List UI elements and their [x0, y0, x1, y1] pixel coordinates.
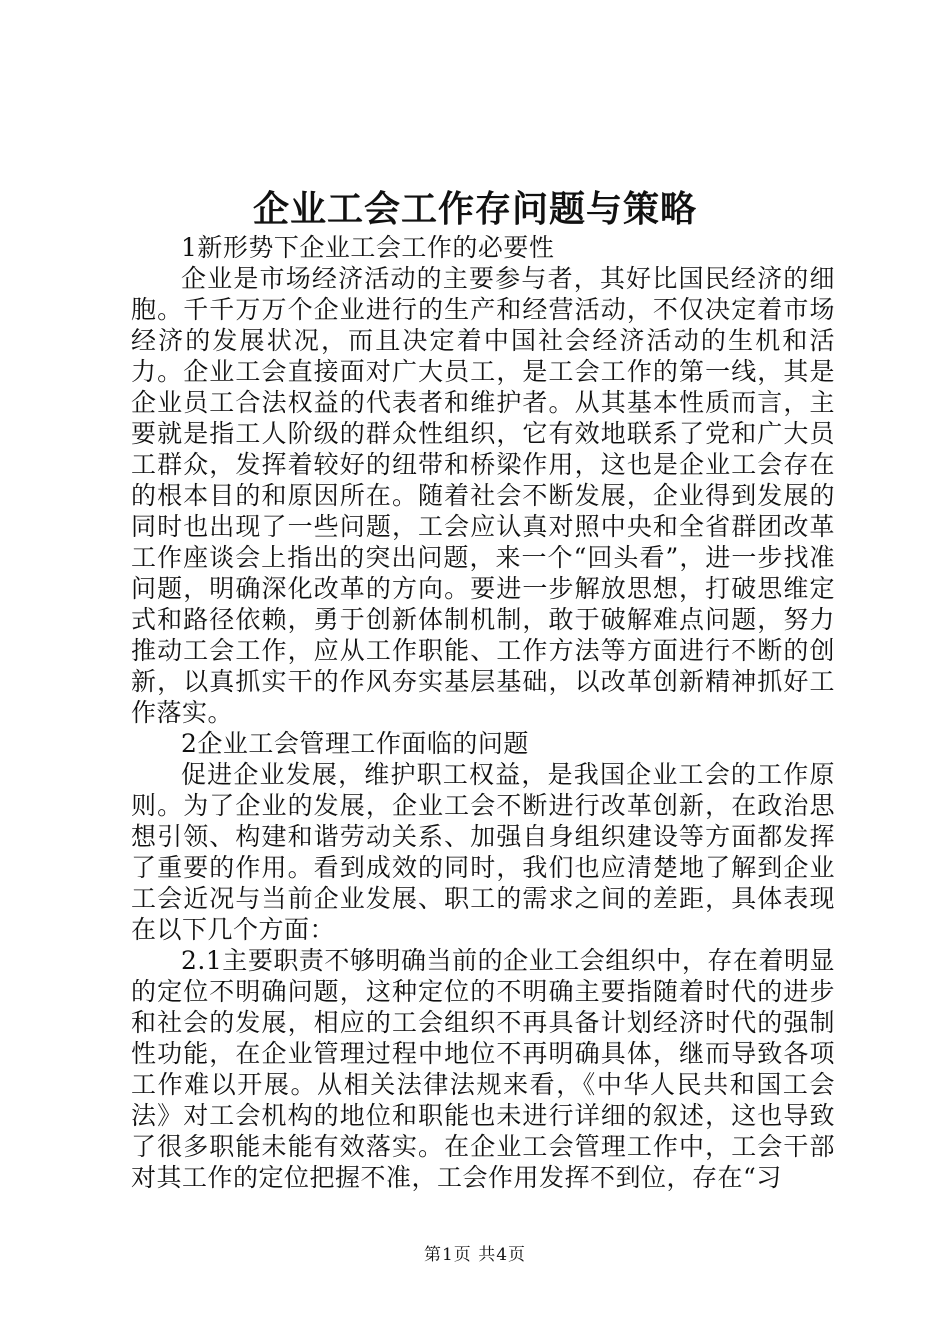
section-heading: 2企业工会管理工作面临的问题: [181, 729, 529, 758]
paragraph: 2.1主要职责不够明确当前的企业工会组织中，存在着明显的定位不明确问题，这种定位的不明确主要指随着时代的进步和社会的发展，相应的工会组织不再具备计划经济时代的强制性功能，在企业管理过程中地位不再明确具体，继而导致各项工作难以开展。从相关法律法规来看，《中华人民共和国工会法》对工会机构的地位和职能也未进行详细的叙述，这也导致了很多职能未能有效落实。在企业工会管理工作中，工会干部对其工作的定位把握不准，工会作用发挥不到位，存在“习: [131, 946, 835, 1192]
page-number-footer: 第1页 共4页: [423, 1245, 527, 1265]
section-heading: 1新形势下企业工会工作的必要性: [181, 233, 555, 262]
document-title: 企业工会工作存问题与策略: [252, 188, 697, 230]
document-body: [131, 232, 835, 1193]
paragraph: 企业是市场经济活动的主要参与者，其好比国民经济的细胞。千千万万个企业进行的生产和经营活动，不仅决定着市场经济的发展状况，而且决定着中国社会经济活动的生机和活力。企业工会直接面对广大员工，是工会工作的第一线，其是企业员工合法权益的代表者和维护者。从其基本性质而言，主要就是指工人阶级的群众性组织，它有效地联系了党和广大员工群众，发挥着较好的纽带和桥梁作用，这也是企业工会存在的根本目的和原因所在。随着社会不断发展，企业得到发展的同时也出现了一些问题，工会应认真对照中央和全省群团改革工作座谈会上指出的突出问题，来一个“回头看”，进一步找准问题，明确深化改革的方向。要进一步解放思想，打破思维定式和路径依赖，勇于创新体制机制，敢于破解难点问题，努力推动工会工作，应从工作职能、工作方法等方面进行不断的创新，以真抓实干的作风夯实基层基础，以改革创新精神抓好工作落实。: [131, 264, 835, 727]
paragraph: 促进企业发展，维护职工权益，是我国企业工会的工作原则。为了企业的发展，企业工会不断进行改革创新，在政治思想引领、构建和谐劳动关系、加强自身组织建设等方面都发挥了重要的作用。看到成效的同时，我们也应清楚地了解到企业工会近况与当前企业发展、职工的需求之间的差距，具体表现在以下几个方面：: [131, 760, 835, 944]
